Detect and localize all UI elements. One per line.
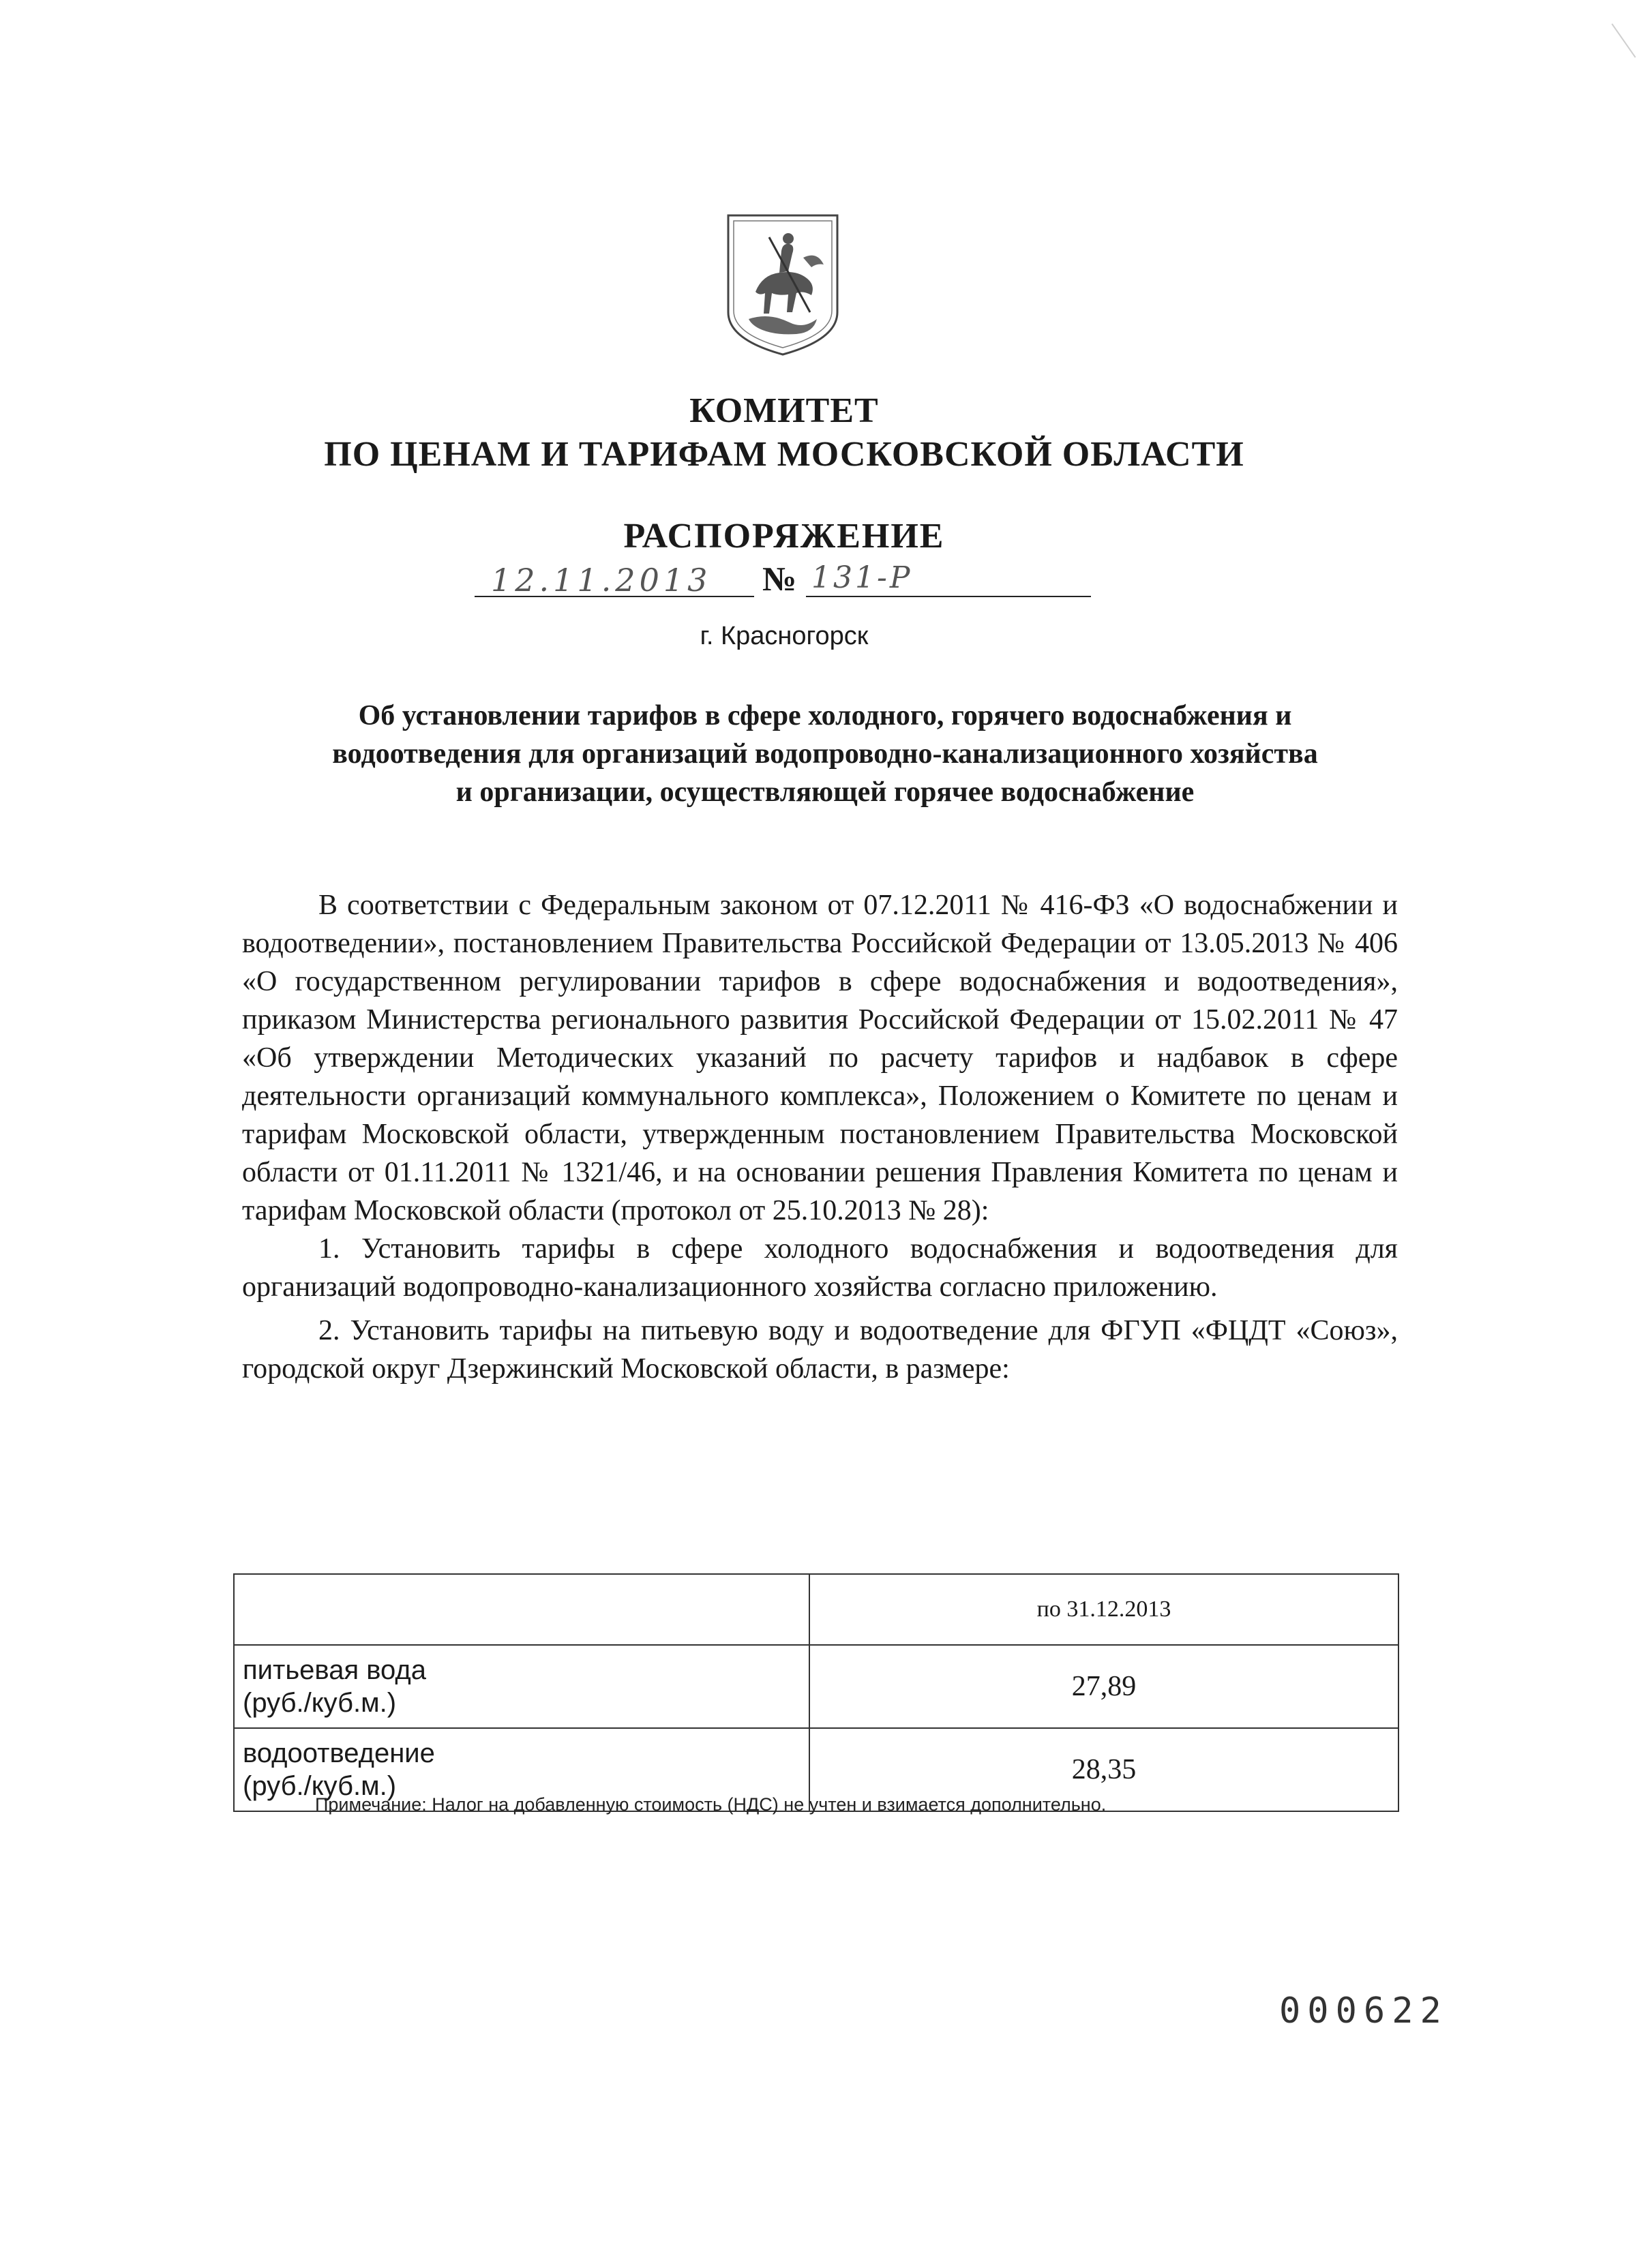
subject-line: и организации, осуществляющей горячее водоснабжение xyxy=(455,776,1195,808)
committee-title-line1: КОМИТЕТ xyxy=(689,391,879,430)
table-header-period: по 31.12.2013 xyxy=(809,1574,1398,1645)
committee-title-line2: ПО ЦЕНАМ И ТАРИФАМ МОСКОВСКОЙ ОБЛАСТИ xyxy=(324,435,1244,474)
document-type-title: РАСПОРЯЖЕНИЕ xyxy=(623,517,945,556)
tariff-value: 28,35 xyxy=(809,1728,1398,1811)
tariff-label: питьевая вода xyxy=(243,1655,426,1685)
tariff-unit: (руб./куб.м.) xyxy=(243,1688,397,1718)
preamble-paragraph: В соответствии с Федеральным законом от 07.12.2011 № 416-ФЗ «О водоснабжении и водоотведении», постановлением Правительства Российской Федерации от 13.05.2013 № 406 «О государственном регулировании тарифов в сфере водоснабжения и водоотведения», приказом Министерства регионального развития Российской Федерации от 15.02.2011 № 47 «Об утверждении Методических указаний по расчету тарифов и надбавок в сфере деятельности организаций коммунального комплекса», Положением о Комитете по ценам и тарифам Московской области, утвержденным постановлением Правительства Московской области от 01.11.2011 № 1321/46, и на основании решения Правления Комитета по ценам и тарифам Московской области (протокол от 25.10.2013 № 28): xyxy=(242,890,1398,1226)
subject-line: водоотведения для организаций водопроводно-канализационного хозяйства xyxy=(332,738,1318,770)
document-number: 131-Р xyxy=(811,560,913,595)
issue-city: г. Красногорск xyxy=(700,622,869,650)
table-header-empty-cell xyxy=(234,1574,809,1645)
moscow-coat-of-arms-icon xyxy=(721,210,844,360)
item-2-paragraph: 2. Установить тарифы на питьевую воду и водоотведение для ФГУП «ФЦДТ «Союз», городской округ Дзержинский Московской области, в размере: xyxy=(242,1315,1398,1385)
subject-line: Об установлении тарифов в сфере холодного, горячего водоснабжения и xyxy=(358,700,1292,731)
document-body xyxy=(242,886,1398,1388)
document-subject xyxy=(245,697,1405,811)
page-corner-fold xyxy=(1611,0,1646,58)
number-underline xyxy=(806,596,1091,597)
table-header-row xyxy=(234,1574,1398,1645)
tariff-unit: (руб./куб.м.) xyxy=(243,1771,397,1801)
table-row xyxy=(234,1645,1398,1728)
serial-number: 000622 xyxy=(1279,1991,1448,2031)
tariff-value: 27,89 xyxy=(809,1645,1398,1728)
tariff-table xyxy=(233,1573,1399,1812)
tariff-label: водоотведение xyxy=(243,1738,435,1768)
item-1-paragraph: 1. Установить тарифы в сфере холодного водоснабжения и водоотведения для организаций водопроводно-канализационного хозяйства согласно приложению. xyxy=(242,1233,1398,1303)
date-underline xyxy=(475,596,754,597)
document-date: 12.11.2013 xyxy=(491,562,712,599)
tariff-label-cell xyxy=(234,1645,809,1728)
tax-note: Примечание: Налог на добавленную стоимость (НДС) не учтен и взимается дополнительно. xyxy=(315,1794,1107,1815)
number-sign: № xyxy=(762,560,797,598)
